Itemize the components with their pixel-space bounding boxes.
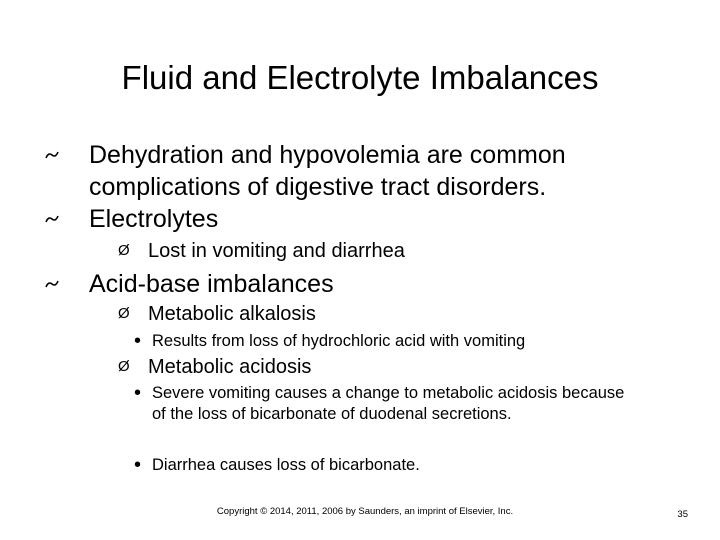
bullet-icon — [44, 139, 60, 183]
sub-bullet-lost-in-vomiting — [118, 238, 678, 264]
bullet-text: Metabolic alkalosis — [148, 303, 316, 325]
bullet-text: Diarrhea causes loss of bicarbonate. — [152, 456, 420, 474]
bullet-electrolytes — [44, 203, 664, 235]
arrow-bullet-icon: Ø — [118, 358, 130, 375]
sub-sub-bullet-severe-vomiting — [134, 383, 694, 446]
sub-sub-bullet-hydrochloric — [134, 331, 694, 352]
bullet-text: Dehydration and hypovolemia are common complications of digestive tract disorders. — [89, 141, 566, 201]
sub-sub-bullet-diarrhea — [134, 455, 694, 476]
dot-bullet-icon: • — [134, 382, 142, 404]
bullet-text: Metabolic acidosis — [148, 356, 312, 378]
page-number: 35 — [677, 509, 688, 520]
bullet-text: Results from loss of hydrochloric acid with vomiting — [152, 332, 526, 350]
bullet-text: Lost in vomiting and diarrhea — [148, 240, 405, 262]
bullet-dehydration — [44, 139, 664, 203]
bullet-text: Electrolytes — [89, 205, 219, 233]
bullet-acid-base — [44, 268, 664, 300]
sub-bullet-metabolic-alkalosis — [118, 301, 678, 327]
bullet-icon — [44, 203, 60, 247]
bullet-text: Severe vomiting causes a change to metabolic acidosis because of the loss of bicarbonate of duodenal secretions. — [152, 384, 625, 423]
bullet-text: Acid-base imbalances — [89, 270, 334, 298]
bullet-icon — [44, 268, 60, 312]
sub-bullet-metabolic-acidosis — [118, 354, 678, 380]
arrow-bullet-icon: Ø — [118, 242, 130, 259]
copyright-footer: Copyright © 2014, 2011, 2006 by Saunders, an imprint of Elsevier, Inc. — [216, 506, 514, 517]
slide-title: Fluid and Electrolyte Imbalances — [121, 59, 599, 96]
dot-bullet-icon: • — [134, 454, 142, 476]
dot-bullet-icon: • — [134, 330, 142, 352]
arrow-bullet-icon: Ø — [118, 305, 130, 322]
